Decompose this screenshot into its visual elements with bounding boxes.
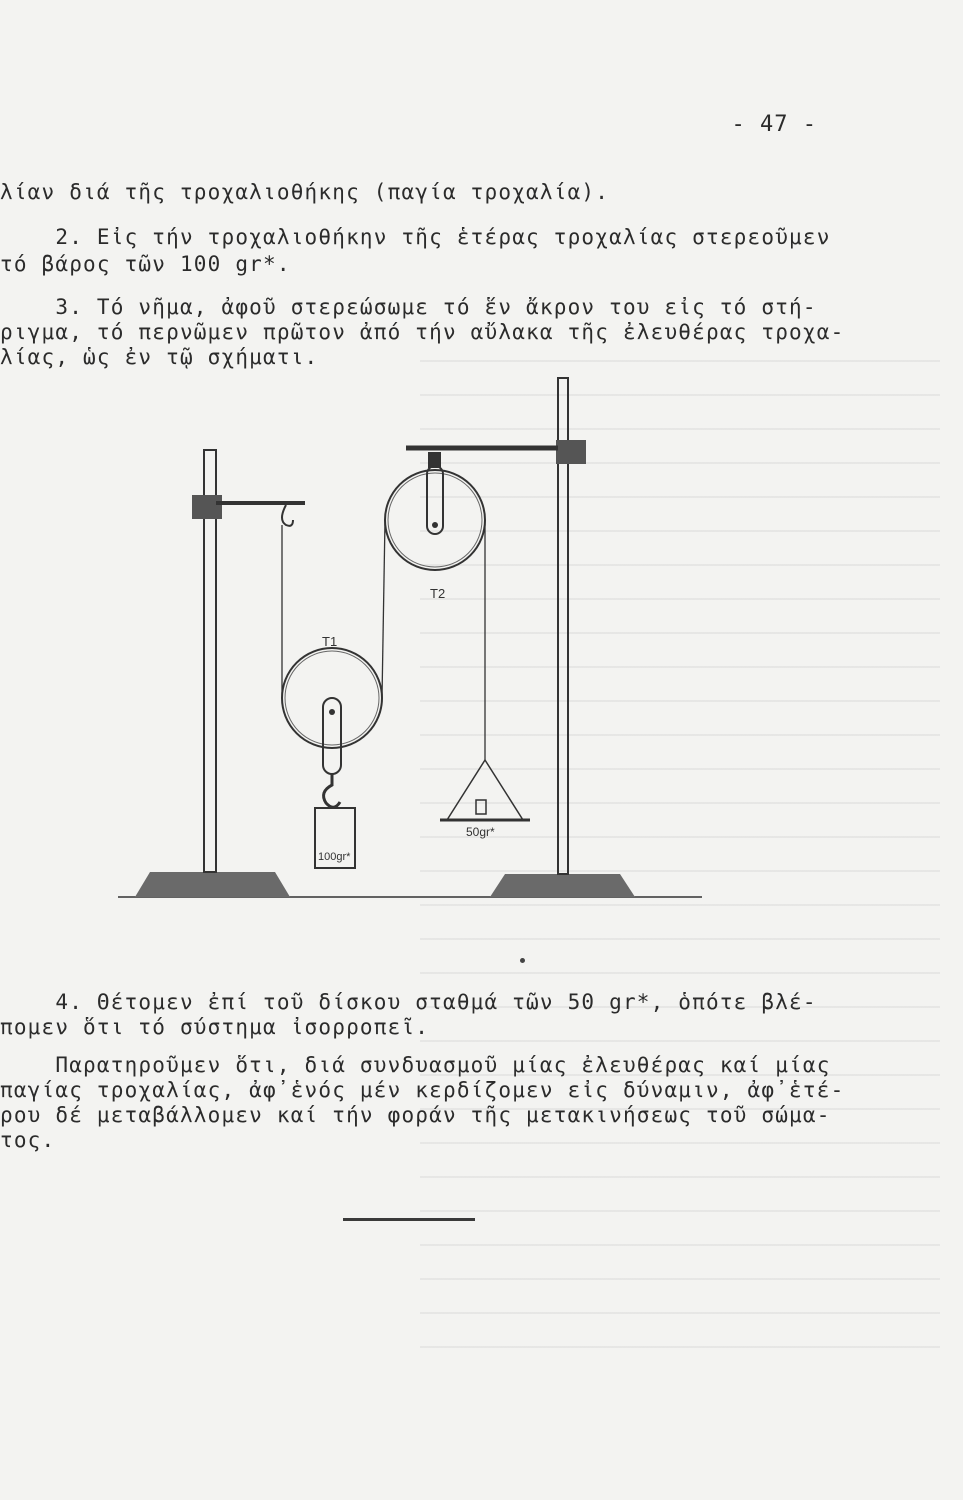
text-line: Παρατηροῦμεν ὅτι, διά συνδυασμοῦ μίας ἐλευθέρας καί μίας: [0, 1053, 831, 1077]
fixed-pulley: [385, 452, 485, 601]
hanging-weight-100gr: [315, 808, 355, 868]
free-pulley-label: T1: [322, 634, 338, 649]
text-line: τό βάρος τῶν 100 gr*.: [0, 252, 291, 276]
string: [282, 520, 485, 760]
section-divider: [343, 1218, 475, 1221]
free-pulley: [282, 634, 382, 807]
text-line: τος.: [0, 1128, 56, 1152]
text-line: 2. Εἰς τήν τροχαλιοθήκην τῆς ἑτέρας τροχαλίας στερεοῦμεν: [0, 225, 831, 249]
text-line: 3. Τό νῆμα, ἀφοῦ στερεώσωμε τό ἕν ἄκρον του εἰς τό στή-: [0, 295, 817, 319]
left-stand: [135, 450, 305, 897]
right-clamp: [556, 440, 586, 464]
right-stand-base: [490, 874, 635, 897]
text-line: 4. Θέτομεν ἐπί τοῦ δίσκου σταθμά τῶν 50 gr*, ὁπότε βλέ-: [0, 990, 817, 1014]
text-line: λίας, ὡς ἐν τῷ σχήματι.: [0, 345, 319, 369]
pan-weight-label: 50gr*: [466, 825, 495, 839]
text-line: λίαν διά τῆς τροχαλιοθήκης (παγία τροχαλία).: [0, 180, 610, 204]
hanging-weight-label: 100gr*: [318, 851, 351, 863]
fixed-pulley-label: T2: [430, 586, 446, 601]
page-number: - 47 -: [731, 112, 817, 137]
text-line: ριγμα, τό περνῶμεν πρῶτον ἀπό τήν αὔλακα τῆς ἐλευθέρας τροχα-: [0, 320, 845, 344]
text-line: παγίας τροχαλίας, ἀφ᾽ἑνός μέν κερδίζομεν εἰς δύναμιν, ἀφ᾽ἑτέ-: [0, 1078, 845, 1102]
left-clamp: [192, 495, 222, 519]
speck: [520, 958, 525, 963]
text-line: ρου δέ μεταβάλλομεν καί τήν φοράν τῆς μετακινήσεως τοῦ σώμα-: [0, 1103, 831, 1127]
string-hook: [282, 505, 293, 526]
pulley-apparatus-figure: [110, 370, 710, 910]
weight-hook: [324, 774, 340, 807]
left-stand-base: [135, 872, 290, 897]
text-line: πομεν ὅτι τό σύστημα ἰσορροπεῖ.: [0, 1015, 430, 1039]
weight-pan-50gr: [440, 760, 530, 839]
